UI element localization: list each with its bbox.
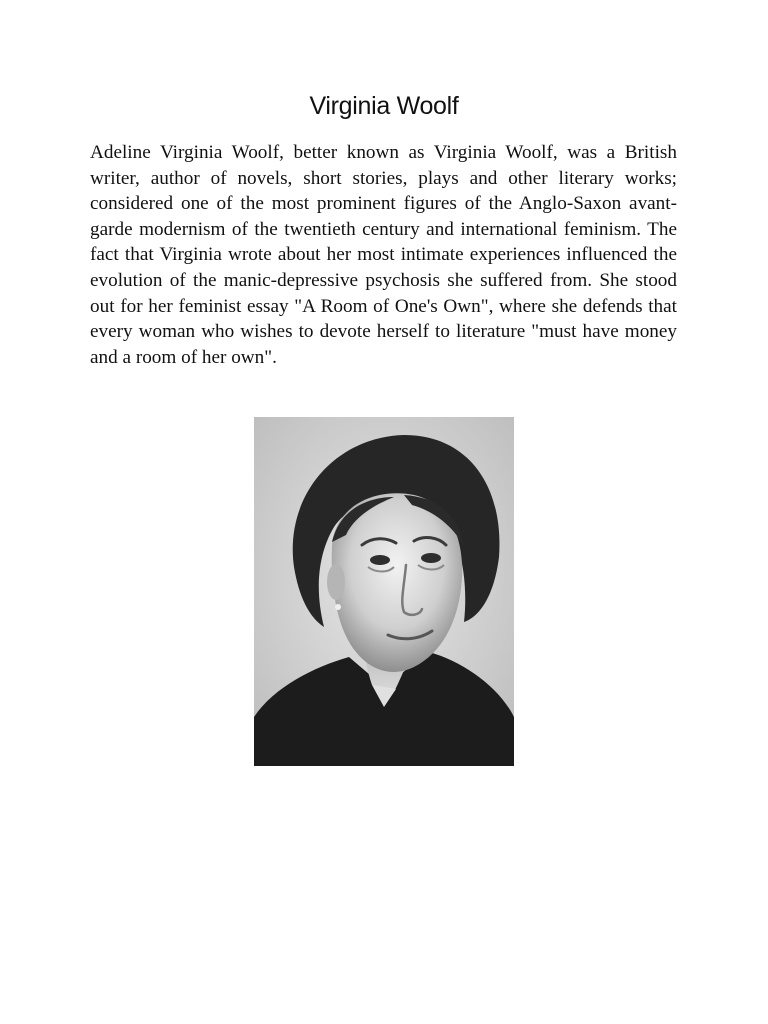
document-title: Virginia Woolf [309,92,459,120]
portrait-photo [254,417,514,766]
biography-paragraph: Adeline Virginia Woolf, better known as Virginia Woolf, was a British writer, author of novels, short stories, plays and other literary works; considered one of the most prominent figures of the Anglo-Saxon avant-garde modernism of the twentieth century and international feminism. The fact that Virginia wrote about her most intimate experiences influenced the evolution of the manic-depressive psychosis she suffered from. She stood out for her feminist essay "A Room of One's Own", where she defends that every woman who wishes to devote herself to literature "must have money and a room of her own". [90,142,677,368]
